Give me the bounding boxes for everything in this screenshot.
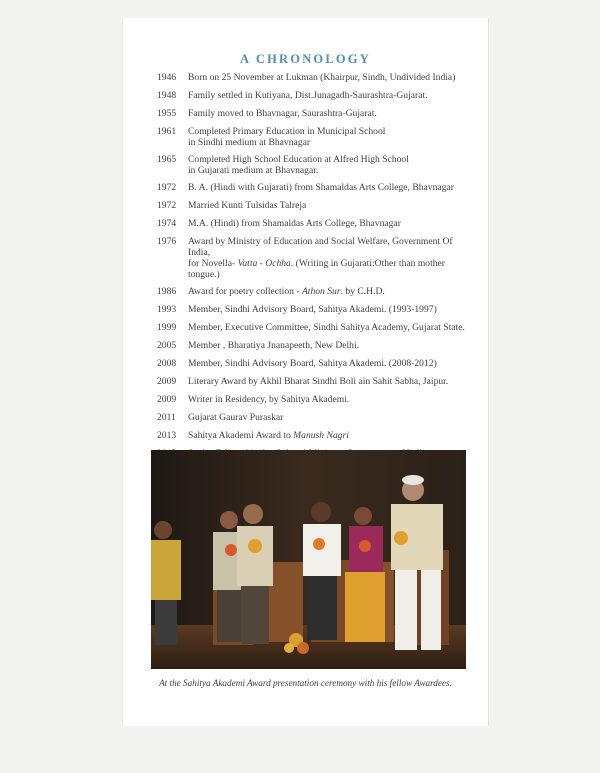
chronology-entry: [157, 322, 477, 333]
entry-italic-title: Vatta - Ochha: [237, 258, 291, 269]
chronology-entry: [157, 108, 477, 119]
chronology-entry: [157, 358, 477, 369]
entry-description: [188, 304, 477, 315]
entry-description: [188, 358, 477, 369]
entry-text: Member , Bharatiya Jnanapeeth, New Delhi.: [188, 340, 360, 351]
entry-text: Family moved to Bhavnagar, Saurashtra-Gujarat.: [188, 108, 377, 119]
entry-description: [188, 340, 477, 351]
entry-year: 1972: [157, 200, 177, 211]
entry-text: Member, Sindhi Advisory Board, Sahitya Akademi. (2008-2012): [188, 358, 437, 369]
entry-text: Completed Primary Education in Municipal School in Sindhi medium at Bhavnagar: [188, 126, 386, 148]
entry-text: Member, Sindhi Advisory Board, Sahitya Akademi. (1993-1997): [188, 304, 437, 315]
ceremony-photo-image: [151, 450, 466, 669]
entry-year: 2005: [157, 340, 177, 351]
page-title: A CHRONOLOGY: [240, 52, 371, 66]
entry-text: Completed High School Education at Alfred High School in Gujarati medium at Bhavnagar.: [188, 154, 409, 176]
entry-year: 1986: [157, 286, 177, 297]
ceremony-photo: [151, 450, 466, 669]
entry-text: M.A. (Hindi) from Shamaldas Arts College, Bhavnagar: [188, 218, 401, 229]
entry-description: [188, 286, 477, 297]
entry-year: 2009: [157, 376, 177, 387]
entry-description: [188, 108, 477, 119]
entry-text-line2: for Novella-: [188, 258, 238, 269]
entry-text: Gujarat Gaurav Puraskar: [188, 412, 284, 423]
entry-description: [188, 236, 477, 280]
entry-text: Family settled in Kutiyana, Dist.Junagadh-Saurashtra-Gujarat.: [188, 90, 428, 101]
entry-year: 2008: [157, 358, 177, 369]
chronology-entry: [157, 304, 477, 315]
entry-year: 2009: [157, 394, 177, 405]
entry-text: B. A. (Hindi with Gujarati) from Shamaldas Arts College, Bhavnagar: [188, 182, 454, 193]
entry-description: [188, 430, 477, 441]
entry-year: 1946: [157, 72, 177, 83]
entry-year: 1961: [157, 126, 177, 137]
chronology-entry: [157, 126, 477, 148]
chronology-entry: [157, 376, 477, 387]
chronology-entry: [157, 72, 477, 83]
chronology-entry: [157, 394, 477, 405]
document-page: [123, 18, 488, 726]
chronology-entry: [157, 412, 477, 423]
chronology-entry: [157, 236, 477, 280]
entry-year: 1993: [157, 304, 177, 315]
entry-text: Award by Ministry of Education and Social Welfare, Government Of India,: [188, 236, 453, 258]
entry-year: 2011: [157, 412, 176, 423]
entry-italic-title: Athon Sur: [301, 286, 341, 297]
entry-description: [188, 322, 477, 333]
entry-description: [188, 90, 477, 101]
entry-text-after: . (Writing in Gujarati:Other than mother tongue.): [188, 258, 445, 280]
chronology-entry: [157, 340, 477, 351]
entry-description: [188, 200, 477, 211]
entry-description: [188, 154, 477, 176]
entry-text: Member, Executive Committee, Sindhi Sahitya Academy, Gujarat State.: [188, 322, 465, 333]
chronology-entry: [157, 90, 477, 101]
entry-year: 1972: [157, 182, 177, 193]
photo-caption: At the Sahitya Akademi Award presentation ceremony with his fellow Awardees.: [159, 678, 452, 688]
entry-year: 1948: [157, 90, 177, 101]
chronology-entry: [157, 218, 477, 229]
chronology-entry: [157, 286, 477, 297]
entry-year: 1965: [157, 154, 177, 165]
entry-description: [188, 182, 477, 193]
entry-text: Sahitya Akademi Award to: [188, 430, 294, 441]
entry-year: 1976: [157, 236, 177, 247]
entry-description: [188, 126, 477, 148]
entry-text: Married Kunti Tulsidas Talreja: [188, 200, 307, 211]
entry-italic-title: Manush Nagri: [293, 430, 349, 441]
chronology-entry: [157, 182, 477, 193]
entry-description: [188, 412, 477, 423]
chronology-list: [157, 72, 477, 466]
entry-description: [188, 394, 477, 405]
entry-year: 1999: [157, 322, 177, 333]
entry-text-after: . by C.H.D.: [340, 286, 385, 297]
entry-text: Literary Award by Akhil Bharat Sindhi Boli ain Sahit Sabha, Jaipur.: [188, 376, 449, 387]
entry-year: 1955: [157, 108, 177, 119]
entry-text: Writer in Residency, by Sahitya Akademi.: [188, 394, 350, 405]
entry-description: [188, 72, 477, 83]
chronology-entry: [157, 154, 477, 176]
entry-text: Born on 25 November at Lukman (Khairpur, Sindh, Undivided India): [188, 72, 456, 83]
entry-year: 1974: [157, 218, 177, 229]
entry-description: [188, 376, 477, 387]
entry-description: [188, 218, 477, 229]
entry-year: 2013: [157, 430, 177, 441]
entry-text: Award for poetry collection -: [188, 286, 302, 297]
chronology-entry: [157, 200, 477, 211]
chronology-entry: [157, 430, 477, 441]
